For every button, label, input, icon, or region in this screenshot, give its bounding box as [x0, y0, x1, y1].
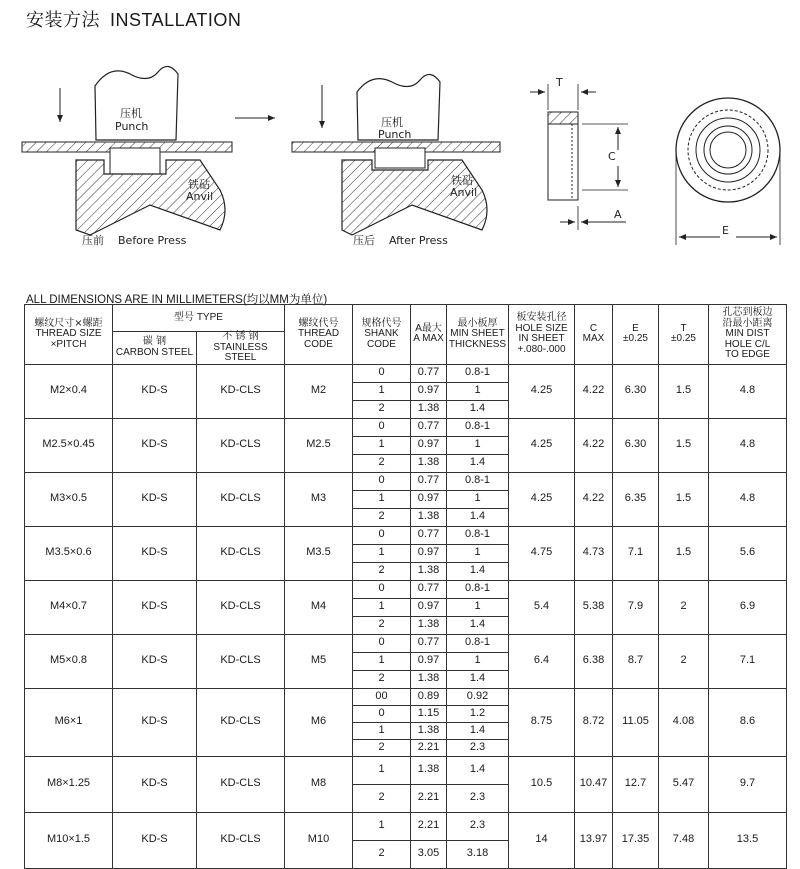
cell-c-max: 4.22	[575, 472, 613, 526]
cell-shank-code: 1	[353, 436, 411, 454]
cell-hole-size: 6.4	[509, 634, 575, 688]
cell-min-dist: 9.7	[709, 756, 787, 812]
nut-side-flange	[548, 112, 578, 124]
title-cn: 安装方法	[26, 10, 100, 31]
cell-min-sheet: 1.4	[447, 400, 509, 418]
col-type: 型号 TYPE	[113, 305, 285, 332]
cell-a-max: 3.05	[411, 840, 447, 868]
cell-hole-size: 4.25	[509, 418, 575, 472]
cell-thread-code: M6	[285, 688, 353, 756]
cell-min-dist: 4.8	[709, 418, 787, 472]
cell-carbon-type: KD-S	[113, 634, 197, 688]
cell-thread-size: M3×0.5	[25, 472, 113, 526]
cell-min-dist: 13.5	[709, 812, 787, 868]
cell-stainless-type: KD-CLS	[197, 756, 285, 812]
cell-hole-size: 10.5	[509, 756, 575, 812]
cell-carbon-type: KD-S	[113, 526, 197, 580]
cell-e: 17.35	[613, 812, 659, 868]
cell-hole-size: 4.25	[509, 364, 575, 418]
cell-shank-code: 1	[353, 544, 411, 562]
cell-thread-code: M5	[285, 634, 353, 688]
spec-table	[24, 304, 787, 869]
cell-a-max: 1.38	[411, 722, 447, 739]
cell-a-max: 2.21	[411, 739, 447, 756]
cell-a-max: 0.77	[411, 418, 447, 436]
table-row	[25, 634, 787, 652]
cell-t: 1.5	[659, 418, 709, 472]
cell-c-max: 10.47	[575, 756, 613, 812]
cell-stainless-type: KD-CLS	[197, 688, 285, 756]
cell-shank-code: 2	[353, 562, 411, 580]
table-row	[25, 418, 787, 436]
cell-shank-code: 2	[353, 739, 411, 756]
cell-stainless-type: KD-CLS	[197, 580, 285, 634]
cell-min-sheet: 3.18	[447, 840, 509, 868]
cell-c-max: 4.73	[575, 526, 613, 580]
nut-side-view	[530, 76, 628, 230]
col-min-dist: 孔芯到板边 沿最小距离 MIN DIST HOLE C/L TO EDGE	[709, 305, 787, 365]
cell-e: 12.7	[613, 756, 659, 812]
cell-min-sheet: 0.8-1	[447, 580, 509, 598]
cell-shank-code: 1	[353, 722, 411, 739]
cell-a-max: 1.38	[411, 616, 447, 634]
cell-shank-code: 1	[353, 490, 411, 508]
nut-outer-circle	[676, 98, 780, 202]
cell-shank-code: 2	[353, 840, 411, 868]
cell-min-sheet: 1.4	[447, 756, 509, 784]
after-press-figure	[292, 74, 500, 247]
nut-side-body	[548, 124, 578, 200]
cell-min-dist: 4.8	[709, 472, 787, 526]
cell-e: 11.05	[613, 688, 659, 756]
anvil-label-en-2: Anvil	[450, 186, 478, 199]
cell-c-max: 8.72	[575, 688, 613, 756]
col-t: T ±0.25	[659, 305, 709, 365]
cell-thread-size: M2×0.4	[25, 364, 113, 418]
cell-shank-code: 0	[353, 526, 411, 544]
cell-shank-code: 0	[353, 418, 411, 436]
cell-t: 1.5	[659, 364, 709, 418]
cell-thread-size: M8×1.25	[25, 756, 113, 812]
cell-a-max: 0.89	[411, 688, 447, 705]
cell-e: 6.30	[613, 418, 659, 472]
cell-c-max: 5.38	[575, 580, 613, 634]
col-shank-code: 规格代号 SHANK CODE	[353, 305, 411, 365]
before-press-figure	[22, 66, 232, 247]
cell-min-sheet: 1.4	[447, 562, 509, 580]
cell-min-sheet: 1.4	[447, 722, 509, 739]
cell-e: 7.1	[613, 526, 659, 580]
cell-carbon-type: KD-S	[113, 756, 197, 812]
cell-shank-code: 0	[353, 472, 411, 490]
cell-a-max: 0.97	[411, 436, 447, 454]
cell-t: 2	[659, 634, 709, 688]
cell-t: 4.08	[659, 688, 709, 756]
cell-hole-size: 8.75	[509, 688, 575, 756]
cell-thread-size: M5×0.8	[25, 634, 113, 688]
cell-thread-code: M2.5	[285, 418, 353, 472]
cell-thread-code: M2	[285, 364, 353, 418]
cell-a-max: 0.77	[411, 526, 447, 544]
cell-shank-code: 2	[353, 784, 411, 812]
cell-thread-size: M10×1.5	[25, 812, 113, 868]
cell-a-max: 0.77	[411, 580, 447, 598]
before-label-cn: 压前	[82, 234, 104, 247]
cell-min-sheet: 0.8-1	[447, 364, 509, 382]
col-stainless-steel: 不 锈 钢 STAINLESS STEEL	[197, 332, 285, 365]
cell-min-sheet: 1	[447, 490, 509, 508]
cell-stainless-type: KD-CLS	[197, 472, 285, 526]
cell-a-max: 0.97	[411, 490, 447, 508]
cell-min-sheet: 1.4	[447, 454, 509, 472]
cell-shank-code: 1	[353, 756, 411, 784]
cell-c-max: 6.38	[575, 634, 613, 688]
after-label-cn: 压后	[353, 234, 375, 247]
dim-a-label: A	[614, 208, 622, 221]
cell-e: 8.7	[613, 634, 659, 688]
col-carbon-steel: 碳 钢 CARBON STEEL	[113, 332, 197, 365]
cell-shank-code: 2	[353, 400, 411, 418]
cell-min-dist: 4.8	[709, 364, 787, 418]
cell-shank-code: 0	[353, 634, 411, 652]
cell-e: 7.9	[613, 580, 659, 634]
cell-c-max: 4.22	[575, 364, 613, 418]
cell-min-sheet: 1	[447, 382, 509, 400]
cell-min-sheet: 0.92	[447, 688, 509, 705]
cell-t: 1.5	[659, 472, 709, 526]
cell-hole-size: 5.4	[509, 580, 575, 634]
cell-hole-size: 4.25	[509, 472, 575, 526]
cell-thread-code: M3	[285, 472, 353, 526]
cell-min-sheet: 1	[447, 544, 509, 562]
col-thread-code: 螺纹代号 THREAD CODE	[285, 305, 353, 365]
table-row	[25, 812, 787, 840]
cell-min-sheet: 1	[447, 436, 509, 454]
cell-a-max: 1.38	[411, 756, 447, 784]
nut-top-view	[676, 98, 780, 245]
col-min-sheet: 最小板厚 MIN SHEET THICKNESS	[447, 305, 509, 365]
cell-stainless-type: KD-CLS	[197, 812, 285, 868]
anvil-label-cn-2: 铁砧	[451, 174, 473, 187]
cell-a-max: 0.97	[411, 544, 447, 562]
title-en: INSTALLATION	[110, 10, 242, 30]
cell-hole-size: 14	[509, 812, 575, 868]
punch-label-cn: 压机	[120, 107, 142, 120]
dim-c-label: C	[608, 150, 616, 163]
cell-min-sheet: 0.8-1	[447, 526, 509, 544]
col-e: E ±0.25	[613, 305, 659, 365]
cell-a-max: 0.97	[411, 598, 447, 616]
cell-carbon-type: KD-S	[113, 580, 197, 634]
cell-a-max: 1.38	[411, 562, 447, 580]
after-label-en: After Press	[389, 234, 448, 247]
cell-min-sheet: 1.2	[447, 705, 509, 722]
cell-shank-code: 2	[353, 508, 411, 526]
cell-min-dist: 6.9	[709, 580, 787, 634]
cell-min-sheet: 1.4	[447, 616, 509, 634]
cell-thread-size: M2.5×0.45	[25, 418, 113, 472]
cell-a-max: 1.38	[411, 400, 447, 418]
cell-a-max: 0.97	[411, 652, 447, 670]
cell-stainless-type: KD-CLS	[197, 364, 285, 418]
cell-thread-size: M6×1	[25, 688, 113, 756]
cell-shank-code: 1	[353, 652, 411, 670]
anvil-label-en: Anvil	[186, 190, 214, 203]
cell-thread-size: M3.5×0.6	[25, 526, 113, 580]
nut-left	[110, 148, 160, 174]
cell-hole-size: 4.75	[509, 526, 575, 580]
cell-t: 1.5	[659, 526, 709, 580]
table-row	[25, 364, 787, 382]
col-thread-size: 螺纹尺寸×螺距 THREAD SIZE ×PITCH	[25, 305, 113, 365]
col-hole-size: 板安装孔径 HOLE SIZE IN SHEET +.080-.000	[509, 305, 575, 365]
cell-t: 7.48	[659, 812, 709, 868]
cell-thread-code: M4	[285, 580, 353, 634]
cell-min-sheet: 2.3	[447, 784, 509, 812]
installation-diagram	[0, 0, 800, 290]
cell-min-dist: 5.6	[709, 526, 787, 580]
cell-thread-code: M3.5	[285, 526, 353, 580]
cell-thread-code: M8	[285, 756, 353, 812]
cell-a-max: 0.77	[411, 364, 447, 382]
cell-a-max: 0.97	[411, 382, 447, 400]
cell-shank-code: 2	[353, 616, 411, 634]
cell-a-max: 2.21	[411, 784, 447, 812]
cell-min-dist: 7.1	[709, 634, 787, 688]
cell-carbon-type: KD-S	[113, 688, 197, 756]
cell-min-sheet: 2.3	[447, 739, 509, 756]
cell-carbon-type: KD-S	[113, 364, 197, 418]
cell-shank-code: 1	[353, 598, 411, 616]
cell-c-max: 13.97	[575, 812, 613, 868]
cell-e: 6.35	[613, 472, 659, 526]
cell-a-max: 1.38	[411, 454, 447, 472]
punch-label-cn-2: 压机	[381, 116, 403, 129]
table-row	[25, 688, 787, 705]
cell-a-max: 0.77	[411, 472, 447, 490]
cell-shank-code: 2	[353, 454, 411, 472]
cell-a-max: 1.15	[411, 705, 447, 722]
units-note: ALL DIMENSIONS ARE IN MILLIMETERS(均以MM为单位)	[26, 294, 328, 306]
cell-a-max: 2.21	[411, 812, 447, 840]
cell-a-max: 1.38	[411, 670, 447, 688]
cell-carbon-type: KD-S	[113, 472, 197, 526]
cell-carbon-type: KD-S	[113, 418, 197, 472]
table-row	[25, 756, 787, 784]
table-row	[25, 580, 787, 598]
cell-a-max: 1.38	[411, 508, 447, 526]
cell-shank-code: 00	[353, 688, 411, 705]
cell-min-sheet: 1	[447, 652, 509, 670]
cell-min-sheet: 1.4	[447, 508, 509, 526]
cell-a-max: 0.77	[411, 634, 447, 652]
cell-shank-code: 1	[353, 382, 411, 400]
cell-thread-code: M10	[285, 812, 353, 868]
cell-carbon-type: KD-S	[113, 812, 197, 868]
cell-e: 6.30	[613, 364, 659, 418]
cell-shank-code: 0	[353, 705, 411, 722]
cell-min-sheet: 1	[447, 598, 509, 616]
cell-stainless-type: KD-CLS	[197, 634, 285, 688]
cell-c-max: 4.22	[575, 418, 613, 472]
punch-label-en-2: Punch	[378, 128, 412, 141]
cell-shank-code: 0	[353, 364, 411, 382]
cell-thread-size: M4×0.7	[25, 580, 113, 634]
dim-t-label: T	[556, 76, 563, 89]
cell-min-sheet: 2.3	[447, 812, 509, 840]
spec-table-body	[25, 364, 787, 868]
cell-shank-code: 0	[353, 580, 411, 598]
cell-stainless-type: KD-CLS	[197, 526, 285, 580]
cell-stainless-type: KD-CLS	[197, 418, 285, 472]
before-label-en: Before Press	[118, 234, 187, 247]
cell-t: 5.47	[659, 756, 709, 812]
punch-label-en: Punch	[115, 120, 149, 133]
dim-e-label: E	[722, 224, 729, 237]
table-row	[25, 472, 787, 490]
cell-shank-code: 1	[353, 812, 411, 840]
cell-min-sheet: 0.8-1	[447, 472, 509, 490]
col-a-max: A最大 A MAX	[411, 305, 447, 365]
nut-right	[375, 148, 425, 168]
cell-shank-code: 2	[353, 670, 411, 688]
cell-min-sheet: 0.8-1	[447, 634, 509, 652]
cell-min-sheet: 1.4	[447, 670, 509, 688]
cell-min-sheet: 0.8-1	[447, 418, 509, 436]
col-c-max: C MAX	[575, 305, 613, 365]
table-row	[25, 526, 787, 544]
anvil-label-cn: 铁砧	[188, 178, 210, 191]
cell-min-dist: 8.6	[709, 688, 787, 756]
cell-t: 2	[659, 580, 709, 634]
